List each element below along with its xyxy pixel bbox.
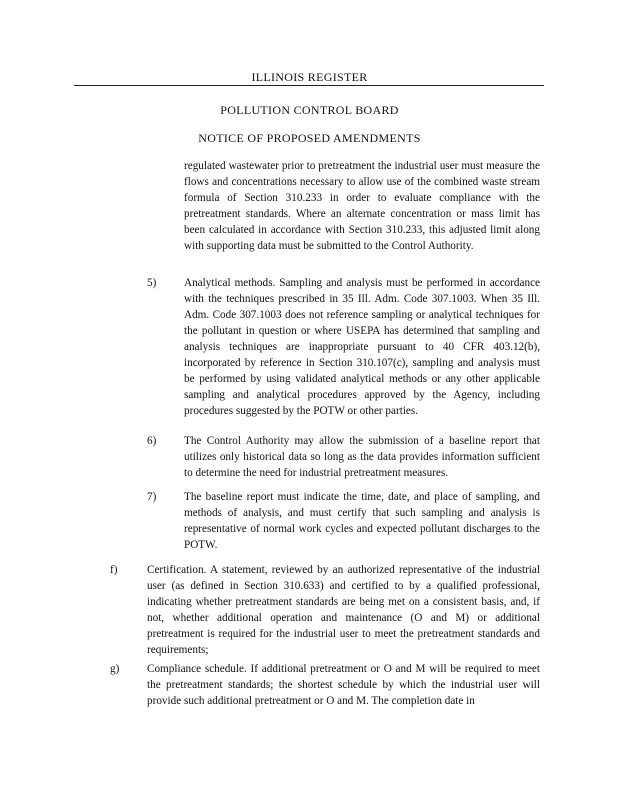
continued-paragraph: regulated wastewater prior to pretreatment the industrial user must measure the flows and concentrations necessary to allow use of the combined waste stream formula of Section 310.233 in order to evaluate compliance with the pretreatment standards. Where an alternate concentration or mass limit has been calculated in accordance with Section 310.233, this adjusted limit along with supporting data must be submitted to the Control Authority. bbox=[184, 160, 540, 252]
item-6-label: 6) bbox=[147, 435, 157, 447]
item-5-label: 5) bbox=[147, 277, 157, 289]
section-g-label: g) bbox=[110, 663, 120, 675]
section-f-text: Certification. A statement, reviewed by an authorized representative of the industrial user (as defined in Section 310.633) and certified to by a qualified professional, indicating whether pretreatment standards are being met on a consistent basis, and, if not, whether additional operation and maintenance (O and M) or additional pretreatment is required for the industrial user to meet the pretreatment standards and requirements; bbox=[147, 564, 540, 656]
item-6-text: The Control Authority may allow the submission of a baseline report that utilizes only historical data so long as the data provides information sufficient to determine the need for industrial pretreatment measures. bbox=[184, 435, 540, 479]
board-title: POLLUTION CONTROL BOARD bbox=[220, 103, 399, 117]
item-7-text: The baseline report must indicate the time, date, and place of sampling, and methods of analysis, and must certify that such sampling and analysis is representative of normal work cycles and expected pollutant discharges to the POTW. bbox=[184, 491, 540, 551]
item-5-text: Analytical methods. Sampling and analysis must be performed in accordance with the techniques prescribed in 35 Ill. Adm. Code 307.1003. When 35 Ill. Adm. Code 307.1003 does not reference sampling or analytical techniques for the pollutant in question or where USEPA has determined that sampling and analysis techniques are inappropriate pursuant to 40 CFR 403.12(b), incorporated by reference in Section 310.107(c), sampling and analysis must be performed by using validated analytical methods or any other applicable sampling and analytical procedures approved by the Agency, including procedures suggested by the POTW or other parties. bbox=[184, 277, 540, 417]
header-rule bbox=[74, 85, 544, 86]
register-title: ILLINOIS REGISTER bbox=[251, 70, 368, 84]
notice-title: NOTICE OF PROPOSED AMENDMENTS bbox=[198, 131, 421, 145]
section-g-text: Compliance schedule. If additional pretreatment or O and M will be required to meet the pretreatment standards; the shortest schedule by which the industrial user will provide such additional pretreatment or O and M. The completion date in bbox=[147, 663, 540, 707]
section-f-label: f) bbox=[110, 564, 118, 576]
item-7-label: 7) bbox=[147, 491, 157, 503]
